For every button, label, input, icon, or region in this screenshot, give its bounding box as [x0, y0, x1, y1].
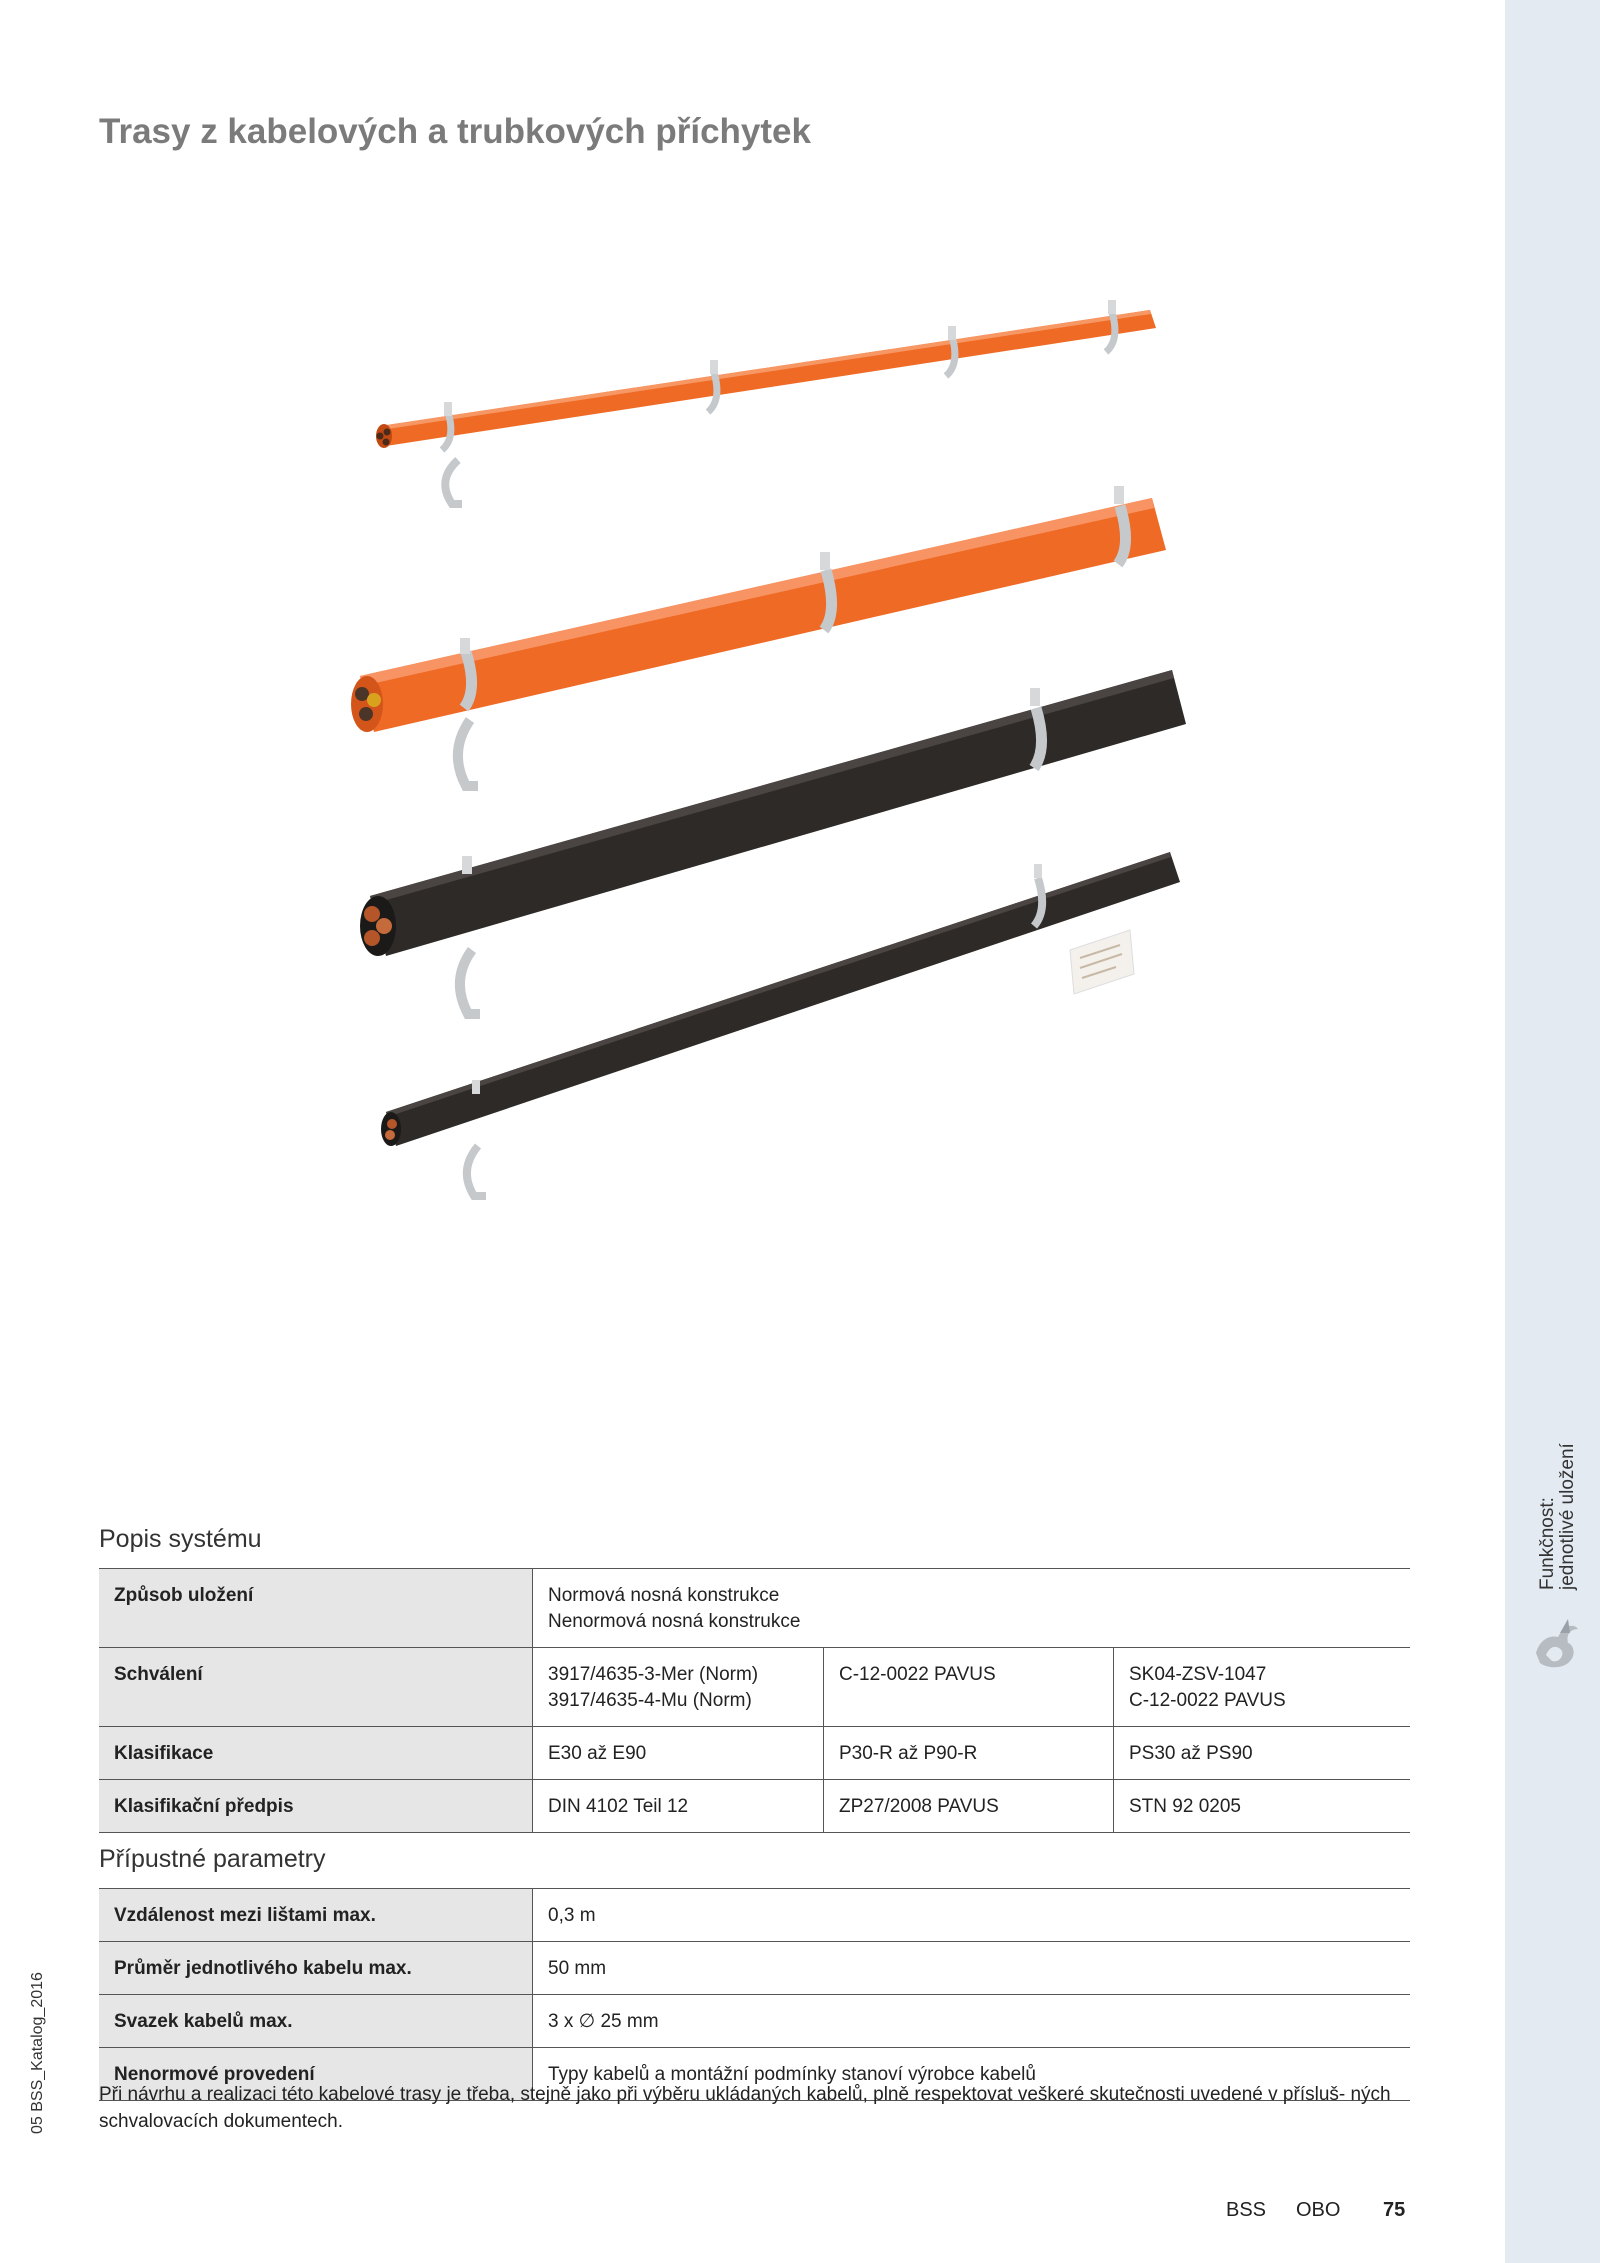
- row-value: [824, 1648, 1114, 1727]
- table-row: [99, 1942, 1410, 1995]
- row-key: Svazek kabelů max.: [99, 1995, 533, 2048]
- row-value: 0,3 m: [533, 1889, 1411, 1942]
- side-tab-line2: jednotlivé uložení: [1557, 1443, 1578, 1590]
- system-description-table: [99, 1568, 1410, 1833]
- row-value: [533, 1569, 1411, 1648]
- catalog-code: 05 BSS_Katalog_2016: [29, 1972, 46, 2134]
- cable-routes-illustration: [340, 290, 1240, 1210]
- system-description-heading: Popis systému: [99, 1525, 262, 1553]
- value-line: C-12-0022 PAVUS: [839, 1664, 996, 1685]
- side-band: [1505, 0, 1600, 2263]
- route-1-orange-small: [376, 300, 1156, 504]
- side-tab-line1: Funkčnost:: [1537, 1497, 1558, 1590]
- route-3-black-large: [360, 670, 1186, 1014]
- table-row: [99, 1780, 1410, 1833]
- page-title: Trasy z kabelových a trubkových příchytek: [99, 112, 811, 151]
- value-line: 3917/4635-4-Mu (Norm): [548, 1690, 752, 1711]
- permitted-parameters-table: [99, 1888, 1410, 2101]
- row-value: 3 x ∅ 25 mm: [533, 1995, 1411, 2048]
- row-key: Nenormové provedení: [99, 2048, 533, 2101]
- footer-brand-bss: BSS: [1226, 2199, 1267, 2221]
- row-value: E30 až E90: [533, 1727, 824, 1780]
- side-tab-label: [1538, 1443, 1578, 1590]
- row-key: Vzdálenost mezi lištami max.: [99, 1889, 533, 1942]
- value-line: 3917/4635-3-Mer (Norm): [548, 1664, 759, 1685]
- value-line: SK04-ZSV-1047: [1129, 1664, 1267, 1685]
- row-value: Typy kabelů a montážní podmínky stanoví výrobce kabelů: [533, 2048, 1411, 2101]
- row-key: Průměr jednotlivého kabelu max.: [99, 1942, 533, 1995]
- page-number: 75: [1383, 2199, 1406, 2221]
- table-row: [99, 1648, 1410, 1727]
- row-value: [533, 1648, 824, 1727]
- row-key: Klasifikace: [99, 1727, 533, 1780]
- row-value: P30-R až P90-R: [824, 1727, 1114, 1780]
- value-line: C-12-0022 PAVUS: [1129, 1690, 1286, 1711]
- table-row: [99, 1889, 1410, 1942]
- value-line: Normová nosná konstrukce: [548, 1585, 780, 1606]
- value-line: Nenormová nosná konstrukce: [548, 1611, 801, 1632]
- footer-brand-obo: OBO: [1296, 2199, 1341, 2221]
- row-key: Způsob uložení: [99, 1569, 533, 1648]
- row-key: Klasifikační předpis: [99, 1780, 533, 1833]
- product-label-tag: [1070, 930, 1134, 994]
- row-value: [1114, 1648, 1411, 1727]
- row-value: PS30 až PS90: [1114, 1727, 1411, 1780]
- row-key: Schválení: [99, 1648, 533, 1727]
- table-row: [99, 1995, 1410, 2048]
- row-value: STN 92 0205: [1114, 1780, 1411, 1833]
- permitted-parameters-heading: Přípustné parametry: [99, 1845, 326, 1873]
- table-row: [99, 1569, 1410, 1648]
- row-value: 50 mm: [533, 1942, 1411, 1995]
- row-value: DIN 4102 Teil 12: [533, 1780, 824, 1833]
- fire-function-icon: [1530, 1615, 1582, 1673]
- row-value: ZP27/2008 PAVUS: [824, 1780, 1114, 1833]
- compliance-note: Při návrhu a realizaci této kabelové trasy je třeba, stejně jako při výběru ukládaných kabelů, plně respektovat veškeré skutečnosti uvedené v přísluš- ných schvalovacích dokumentech.: [99, 2084, 1391, 2132]
- table-row: [99, 1727, 1410, 1780]
